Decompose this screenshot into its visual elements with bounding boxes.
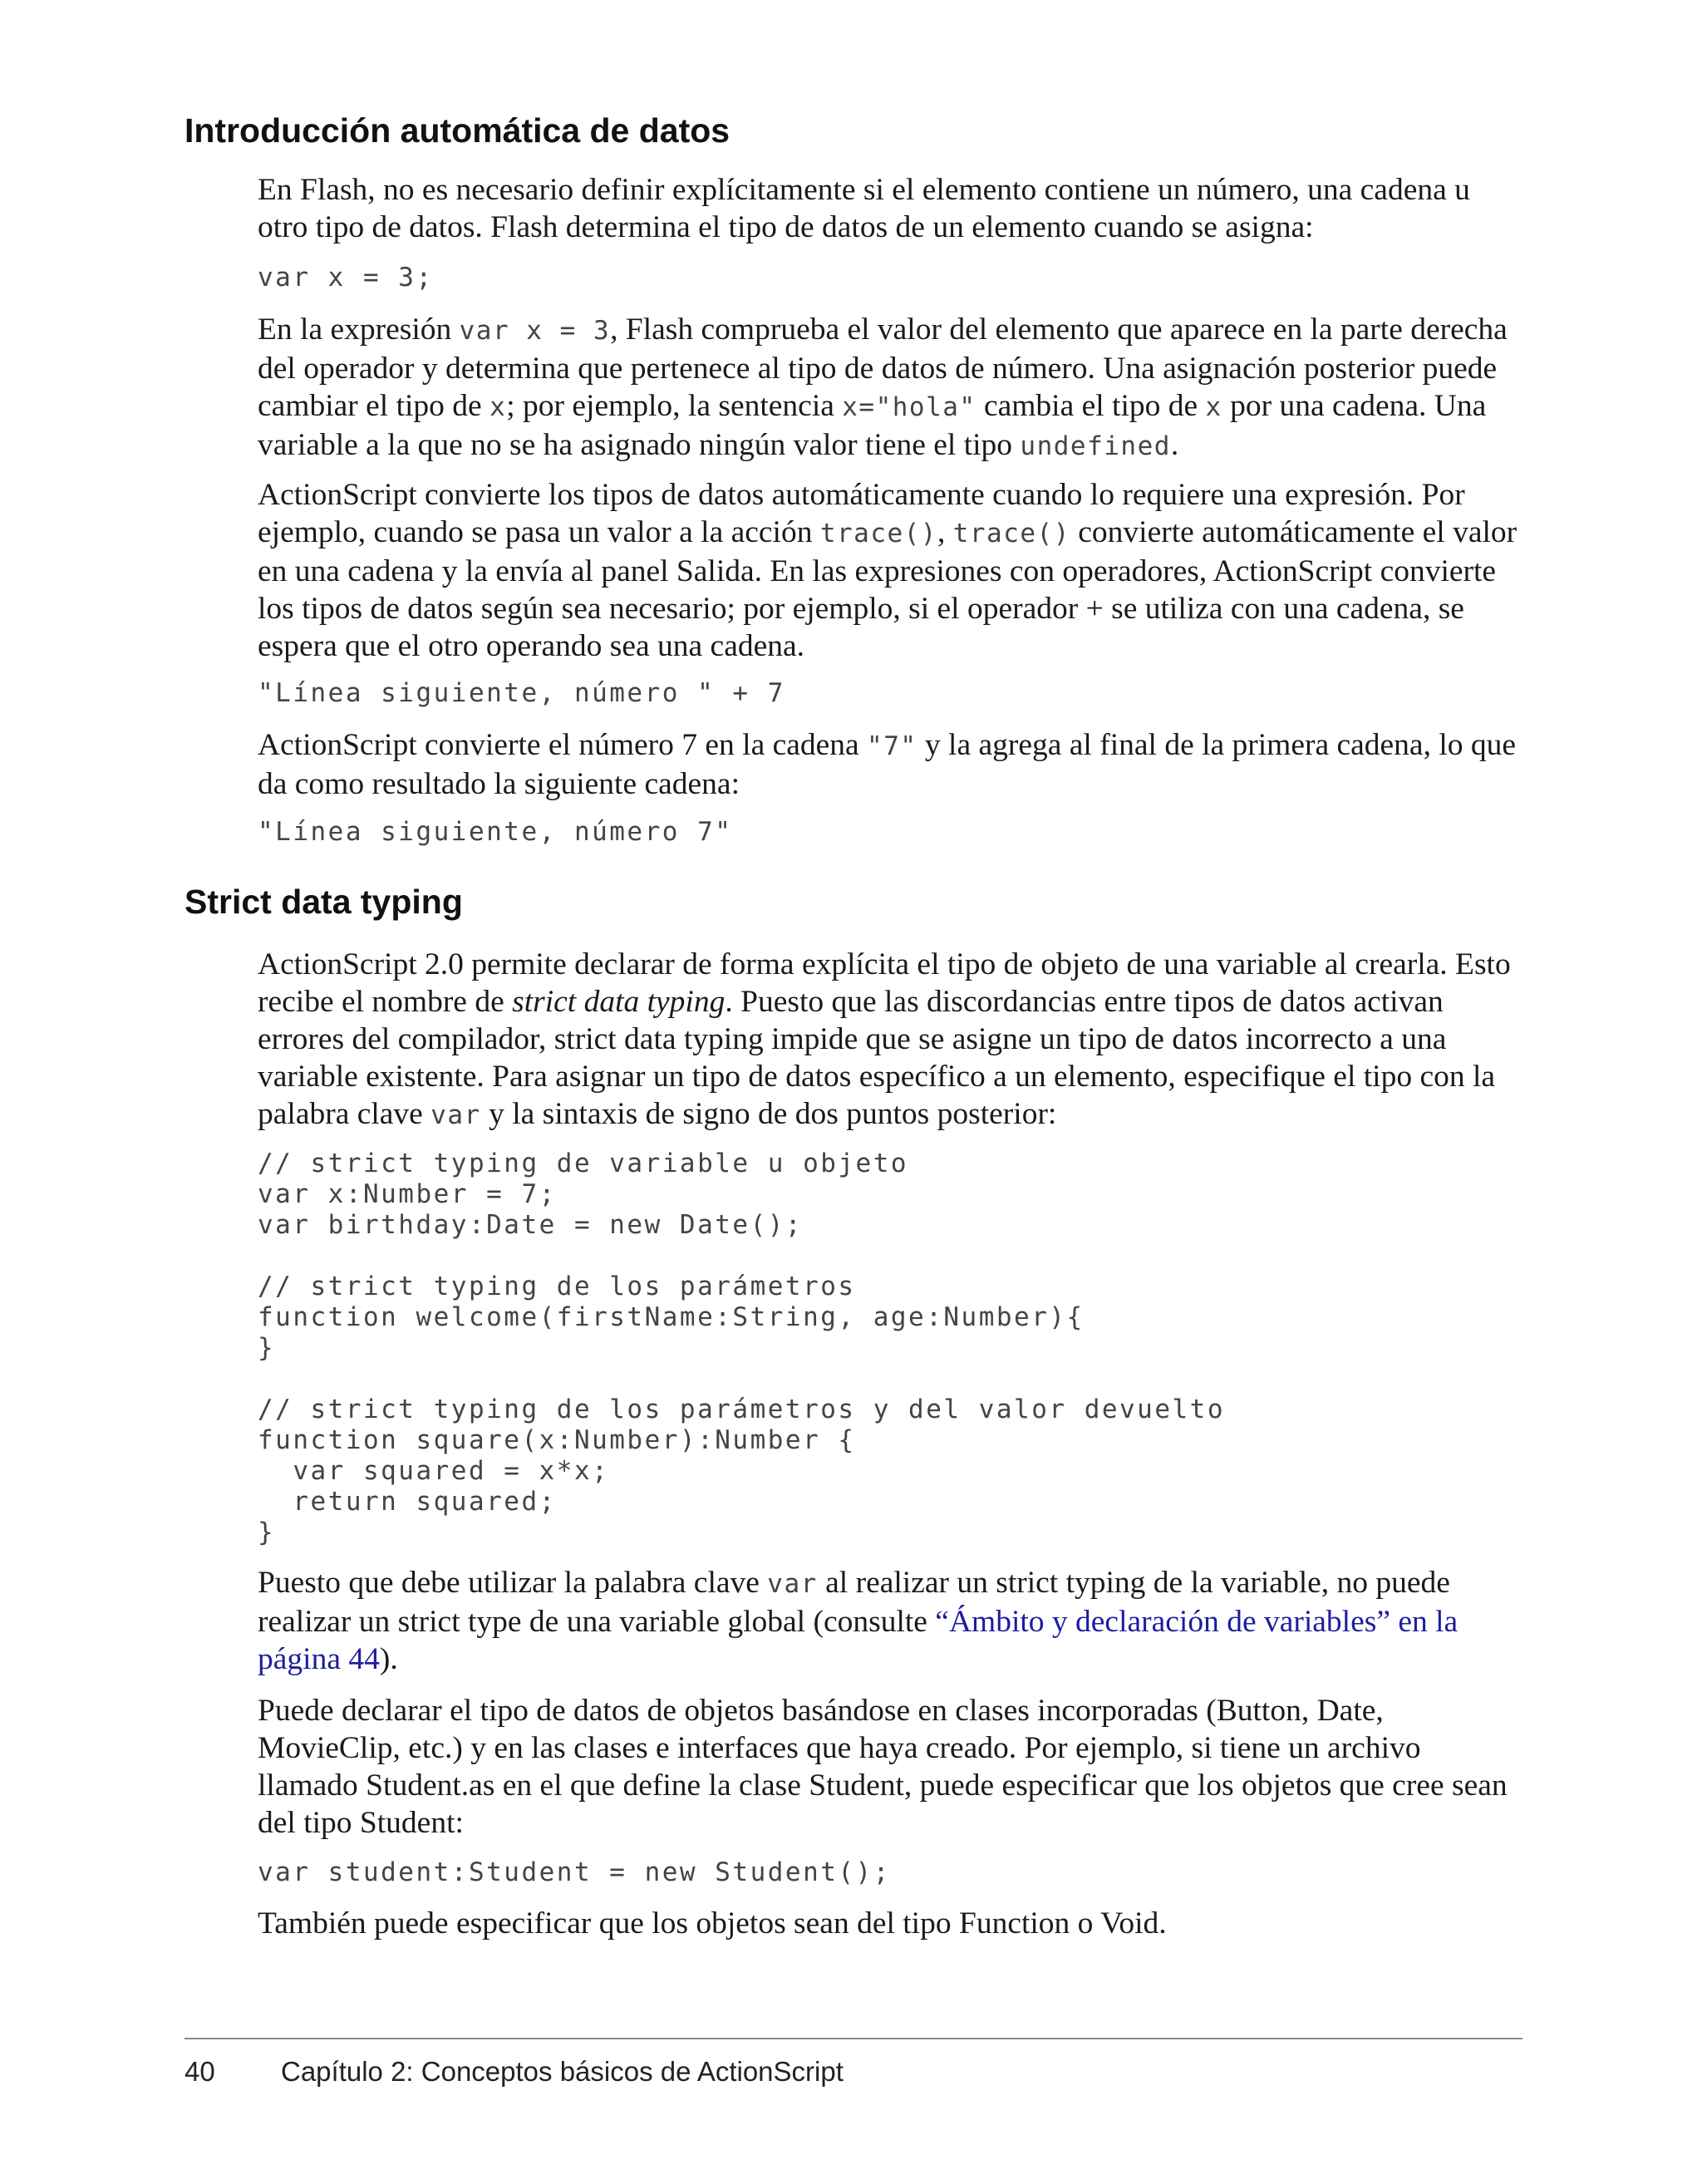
paragraph-numero-cadena: ActionScript convierte el número 7 en la cadena "7" y la agrega al final de la primera cadena, lo que da como resultado la siguiente cadena: [258,728,1517,801]
inline-code: var [430,1100,481,1130]
code-strict-typing-examples: // strict typing de variable u objeto var x:Number = 7; var birthday:Date = new Date(); // strict typing de los parámetros function welcome(firstName:String, age:Number){ } // strict typing de los parámetros y del valor devuelto function square(x:Number):Number { var squared = x*x; return squared; } [258,1149,1225,1547]
inline-code: undefined [1020,431,1171,461]
inline-code: "7" [867,731,917,761]
code-student: var student:Student = new Student(); [258,1857,891,1887]
cross-reference-link[interactable]: “Ámbito y declaración de variables” en la página 44 [258,1605,1459,1676]
page-number: 40 [184,2056,215,2087]
paragraph-strict-intro: ActionScript 2.0 permite declarar de forma explícita el tipo de objeto de una variable al crearla. Esto recibe el nombre de strict data typing. Puesto que las discordancias entre tipos de datos activan errores del compilador, strict data typing impide que se asigne un tipo de datos incorrecto a una variable existente. Para asignar un tipo de datos específico a un elemento, especifique el tipo con la palabra clave var y la sintaxis de signo de dos puntos posterior: [258,947,1511,1131]
paragraph-conversion: ActionScript convierte los tipos de datos automáticamente cuando lo requiere una expresión. Por ejemplo, cuando se pasa un valor a la acción trace(), trace() convierte automáticamente el valor en una cadena y la envía al panel Salida. En las expresiones con operadores, ActionScript convierte los tipos de datos según sea necesario; por ejemplo, si el operador + se utiliza con una cadena, se espera que el otro operando sea una cadena. [258,478,1518,663]
paragraph-clases: Puede declarar el tipo de datos de objetos basándose en clases incorporadas (Button, Date, MovieClip, etc.) y en las clases e interfaces que haya creado. Por ejemplo, si tiene un archivo llamado Student.as en el que define la clase Student, puede especificar que los objetos que cree sean del tipo Student: [258,1694,1508,1840]
inline-code: var [767,1569,818,1599]
paragraph-function-void: También puede especificar que los objetos sean del tipo Function o Void. [258,1906,1167,1941]
section-heading-strict-typing: Strict data typing [184,883,463,921]
paragraph-expresion: En la expresión var x = 3, Flash comprueba el valor del elemento que aparece en la parte derecha del operador y determina que pertenece al tipo de datos de número. Una asignación posterior puede cambiar el tipo de x; por ejemplo, la sentencia x="hola" cambia el tipo de x por una cadena. Una variable a la que no se ha asignado ningún valor tiene el tipo undefined. [258,312,1508,462]
footer-rule [184,2038,1522,2039]
code-var-x: var x = 3; [258,263,434,293]
inline-code: trace() [952,519,1070,548]
paragraph-intro: En Flash, no es necesario definir explícitamente si el elemento contiene un número, una cadena u otro tipo de datos. Flash determina el tipo de datos de un elemento cuando se asigna: [258,173,1470,244]
inline-code: trace() [819,519,937,548]
code-linea-siguiente: "Línea siguiente, número " + 7 [258,678,785,708]
inline-code: x [489,392,507,422]
chapter-title: Capítulo 2: Conceptos básicos de ActionScript [281,2056,844,2087]
section-heading-introduccion: Introducción automática de datos [184,111,730,150]
inline-code: var x = 3 [459,316,611,346]
paragraph-variable-global: Puesto que debe utilizar la palabra clave var al realizar un strict typing de la variable, no puede realizar un strict type de una variable global (consulte “Ámbito y declaración de variables” en la página 44). [258,1566,1459,1676]
code-linea-resultado: "Línea siguiente, número 7" [258,817,733,847]
inline-code: x="hola" [842,392,976,422]
inline-code: x [1205,392,1222,422]
